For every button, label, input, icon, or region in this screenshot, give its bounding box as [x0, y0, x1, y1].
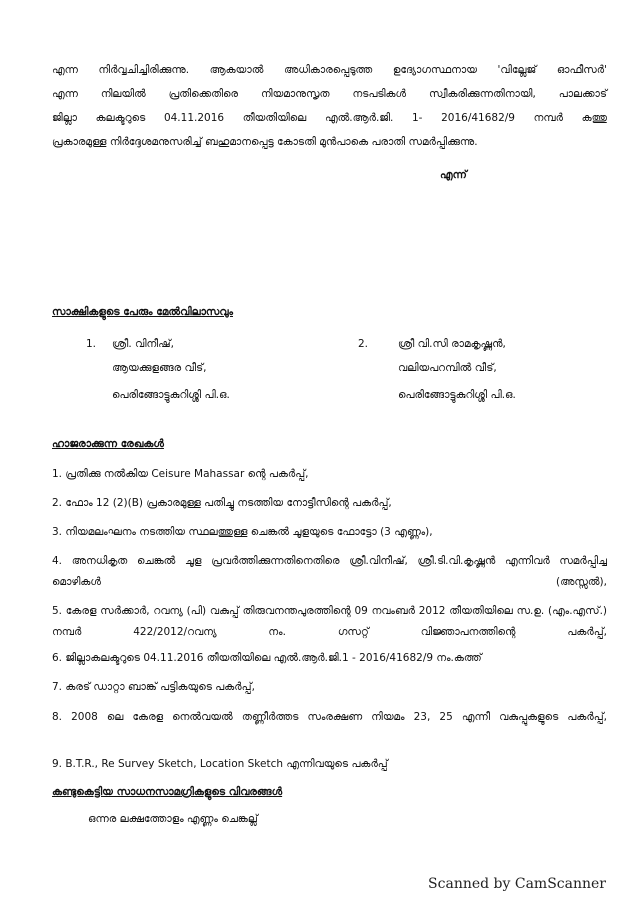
witness-post-office: പെരിങ്ങോട്ടുകുറിശ്ശി പി.ഒ. [112, 389, 230, 401]
witness-house: ആയക്കുളങ്ങര വീട്, [112, 362, 207, 374]
witness-post-office: പെരിങ്ങോട്ടുകുറിശ്ശി പി.ഒ. [398, 389, 516, 401]
document-item-8: 8. 2008 ലെ കേരള നെൽവയൽ തണ്ണീർത്തട സംരക്ഷണ നിയമം 23, 25 എന്നീ വകുപ്പുകളുടെ പകർപ്പ്, [52, 711, 607, 723]
witness-number: 1. [86, 338, 97, 350]
intro-paragraph [52, 64, 607, 150]
scanner-watermark: Scanned by CamScanner [428, 875, 606, 892]
document-item-4: 4. അനധികൃത ചെങ്കൽ ചൂള പ്രവർത്തിക്കുന്നതിനെതിരെ ശ്രീ.വിനീഷ്, ശ്രീ.ടി.വി.കൃഷ്ണൻ എന്നിവർ സമർപ്പിച്ച മൊഴികൾ (അസ്സൽ), [52, 555, 607, 588]
witness-name: ശ്രീ. വിനീഷ്, [112, 338, 174, 350]
witness-house: വലിയപറമ്പിൽ വീട്, [398, 362, 497, 374]
witnesses-heading: സാക്ഷികളുടെ പേരും മേൽവിലാസവും [52, 306, 233, 318]
witness-number: 2. [358, 338, 369, 350]
intro-line-2: എന്ന നിലയിൽ പ്രതിക്കെതിരെ നിയമാനുസൃത നടപടികൾ സ്വീകരിക്കുന്നതിനായി, പാലക്കാട് [52, 88, 607, 101]
document-item-5: 5. കേരള സർക്കാർ, റവന്യ (പി) വകുപ്പ് തിരുവനന്തപുരത്തിന്റെ 09 നവംബർ 2012 തീയതിയിലെ സ.ഉ. (എം.എസ്.) നമ്പർ 422/2012/റവന്യ നം. ഗസറ്റ് വിജ്ഞാപനത്തിന്റെ പകർപ്പ്, [52, 605, 607, 638]
document-item-1: 1. പ്രതിക്കു നൽകിയ Ceisure Mahassar ന്റെ പകർപ്പ്, [52, 468, 309, 480]
intro-line-3: ജില്ലാ കലക്ടറുടെ 04.11.2016 തീയതിയിലെ എൽ.ആർ.ജി. 1- 2016/41682/9 നമ്പർ കത്തു [52, 112, 607, 125]
witness-name: ശ്രീ വി.സി രാമകൃഷ്ണൻ, [398, 338, 506, 350]
intro-line-4: പ്രകാരമുള്ള നിർദ്ദേശമനുസരിച്ച് ബഹുമാനപ്പെട്ട കോടതി മുൻപാകെ പരാതി സമർപ്പിക്കുന്നു. [52, 136, 478, 149]
signoff: എന്ന് [440, 169, 467, 181]
document-item-9: 9. B.T.R., Re Survey Sketch, Location Sketch എന്നിവയുടെ പകർപ്പ് [52, 758, 388, 770]
intro-line-1: എന്ന നിർവ്വചിച്ചിരിക്കുന്നു. ആകയാൽ അധികാരപ്പെടുത്ത ഉദ്യോഗസ്ഥനായ 'വില്ലേജ് ഓഫീസർ' [52, 64, 607, 76]
seized-items-text: ഒന്നര ലക്ഷത്തോളം എണ്ണം ചെങ്കല്ല് [88, 813, 258, 825]
document-item-3: 3. നിയമലംഘനം നടത്തിയ സ്ഥലത്തുള്ള ചെങ്കൽ ചൂളയുടെ ഫോട്ടോ (3 എണ്ണം), [52, 526, 433, 538]
document-item-2: 2. ഫോം 12 (2)(B) പ്രകാരമുള്ള പതിച്ചു നടത്തിയ നോട്ടീസിന്റെ പകർപ്പ്, [52, 497, 392, 509]
document-item-6: 6. ജില്ലാകലക്ടറുടെ 04.11.2016 തീയതിയിലെ എൽ.ആർ.ജി.1 - 2016/41682/9 നം.കത്ത് [52, 652, 482, 664]
seized-items-heading: കണ്ടുകെട്ടിയ സാധനസാമഗ്രികളുടെ വിവരങ്ങൾ [52, 786, 283, 798]
documents-heading: ഹാജരാക്കുന്ന രേഖകൾ [52, 438, 164, 450]
document-item-7: 7. കരട് ഡാറ്റാ ബാങ്ക് പട്ടികയുടെ പകർപ്പ്, [52, 681, 255, 693]
